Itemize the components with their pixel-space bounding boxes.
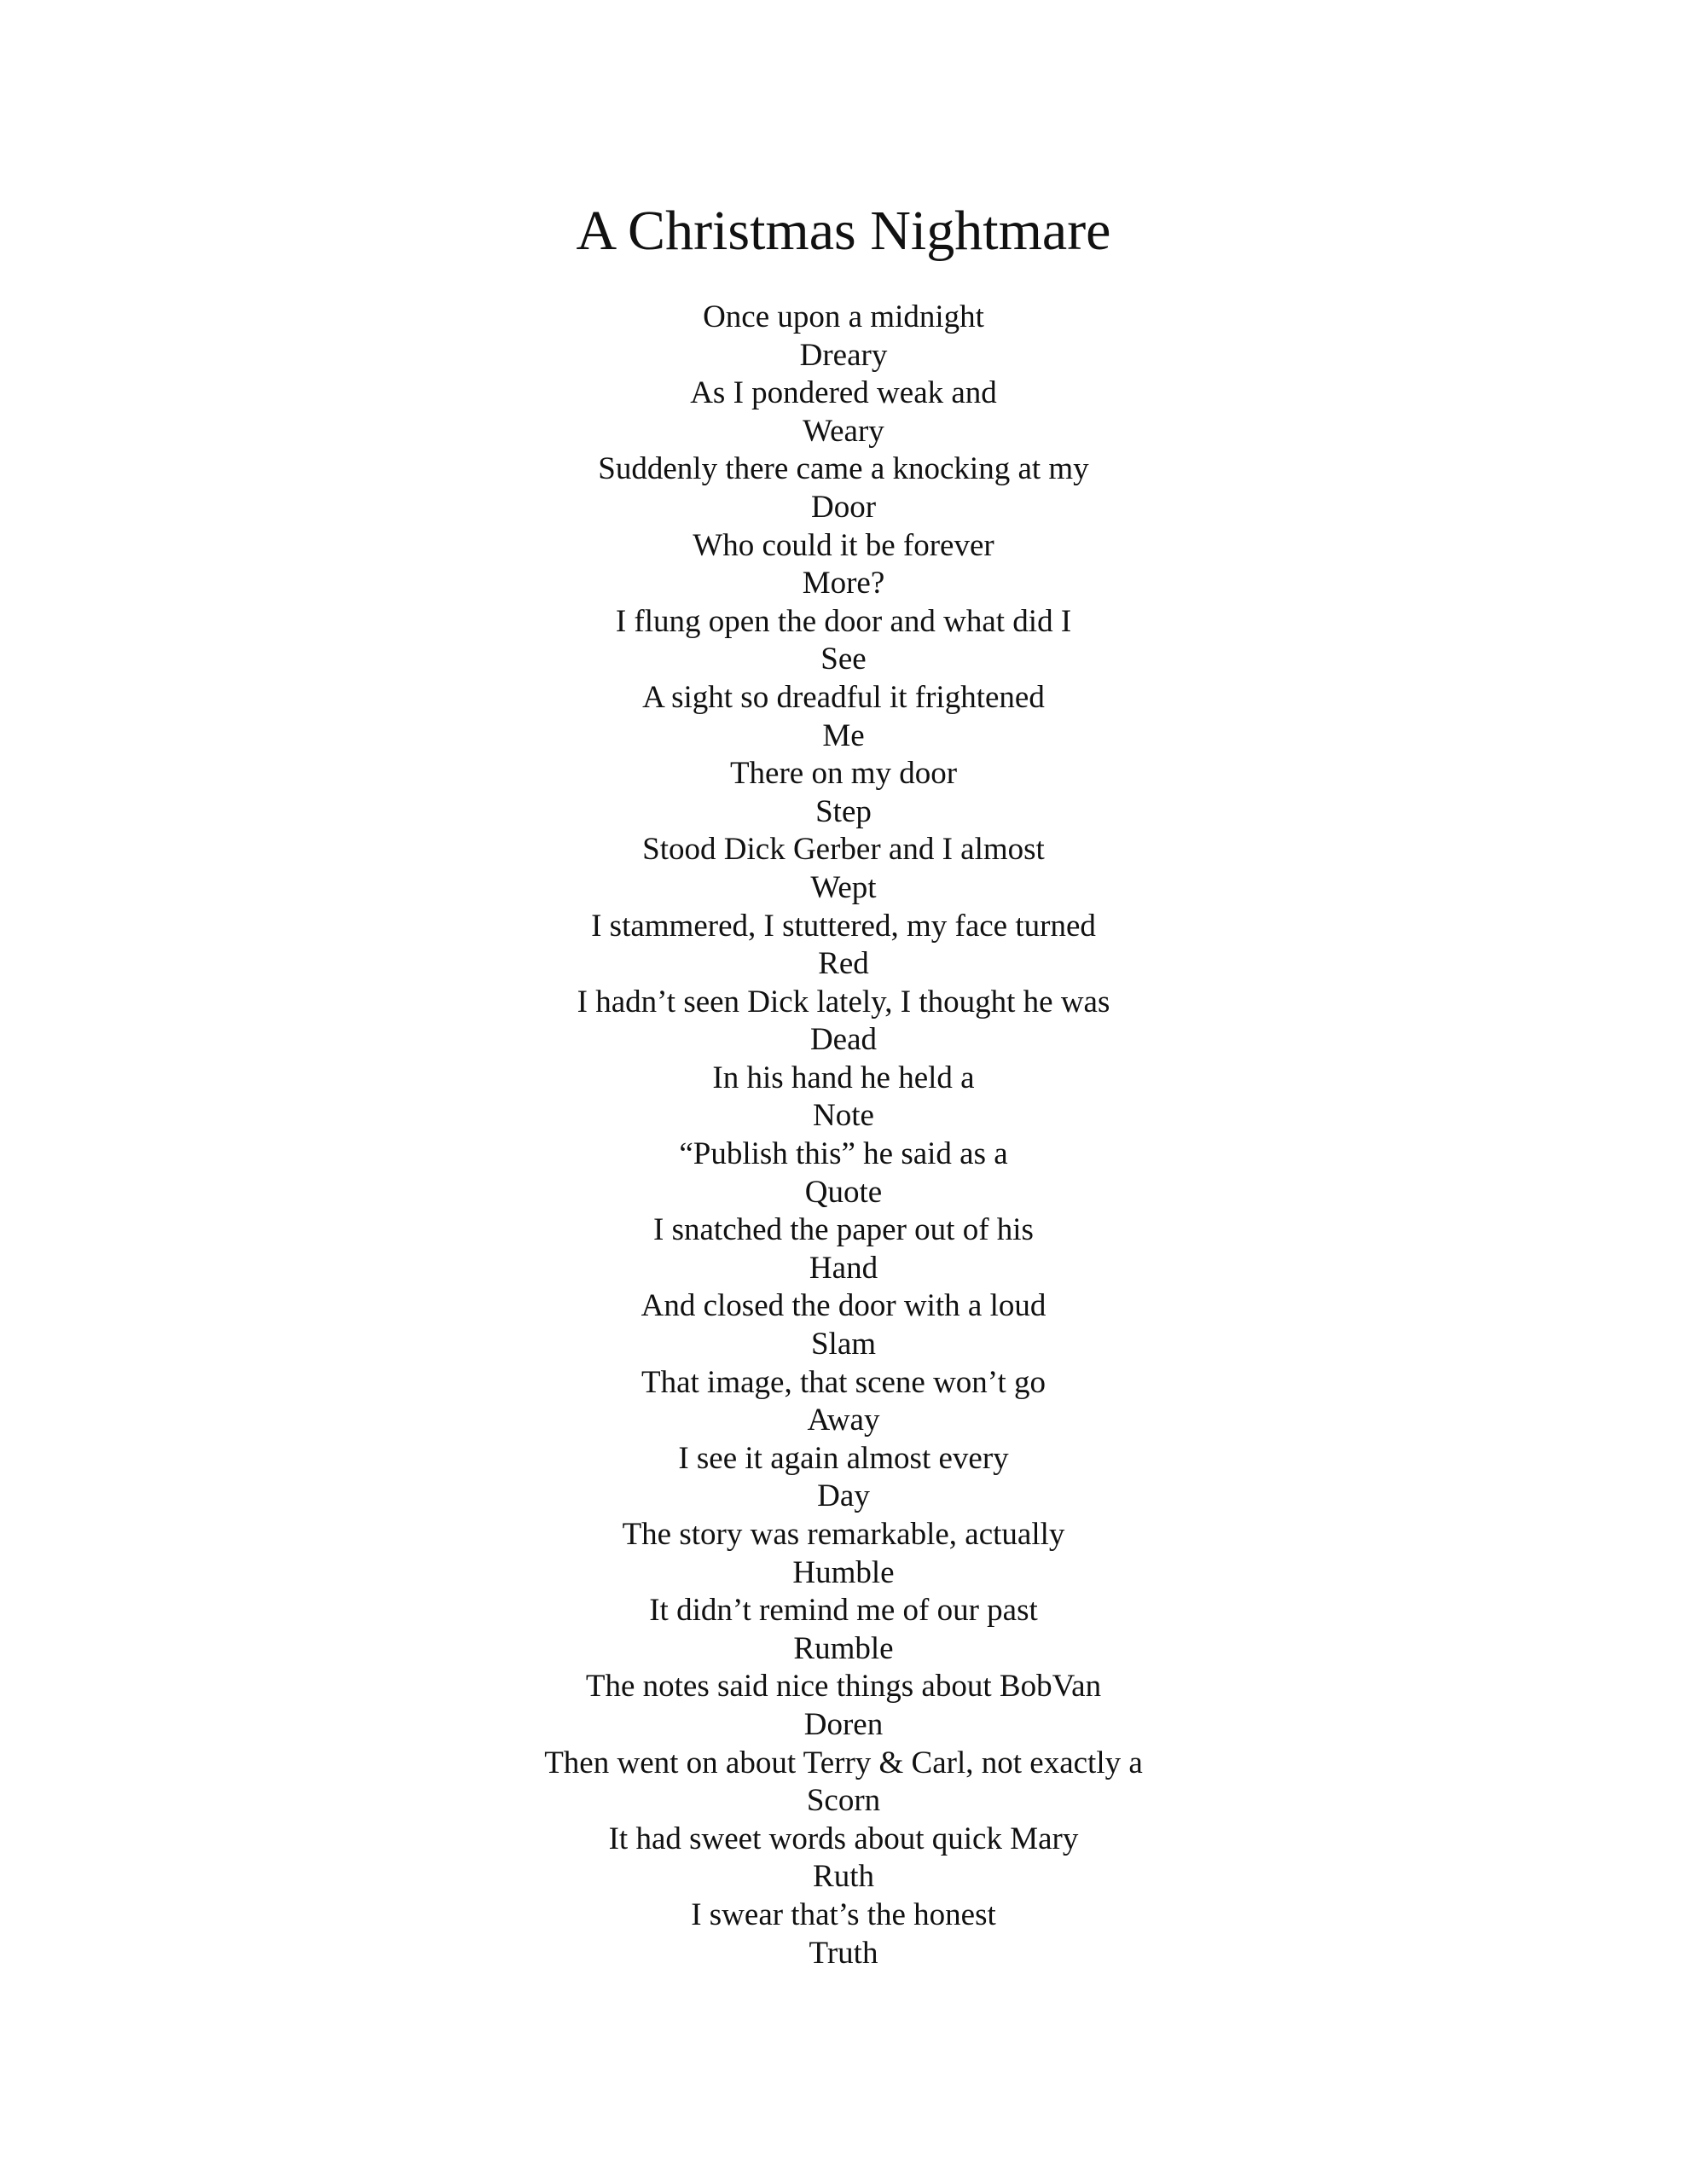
poem-line: Step xyxy=(815,793,872,829)
poem-line: In his hand he held a xyxy=(712,1060,975,1095)
poem-line: Weary xyxy=(803,413,884,449)
poem-line: Slam xyxy=(810,1327,877,1362)
poem-line: Dead xyxy=(809,1022,878,1058)
poem-line: I swear that’s the honest xyxy=(691,1896,996,1932)
poem-line: Away xyxy=(807,1403,880,1438)
poem-line: There on my door xyxy=(729,756,958,792)
poem-line: I see it again almost every xyxy=(678,1440,1009,1476)
poem-line: It didn’t remind me of our past xyxy=(649,1593,1038,1629)
poem-line: That image, that scene won’t go xyxy=(641,1364,1046,1400)
poem-line: The notes said nice things about BobVan xyxy=(585,1669,1102,1705)
poem-line: It had sweet words about quick Mary xyxy=(608,1821,1079,1856)
poem-title: A Christmas Nightmare xyxy=(576,200,1111,262)
poem-line: Day xyxy=(817,1478,870,1514)
poem-line: Scorn xyxy=(806,1783,881,1819)
poem-line: Once upon a midnight xyxy=(703,299,984,334)
poem-line: The story was remarkable, actually xyxy=(622,1517,1065,1552)
poem-line: Humble xyxy=(792,1554,895,1590)
poem-line: Door xyxy=(810,489,877,525)
poem-line: I snatched the paper out of his xyxy=(653,1212,1034,1248)
poem-line: I stammered, I stuttered, my face turned xyxy=(591,908,1096,944)
poem-line: Stood Dick Gerber and I almost xyxy=(642,832,1045,868)
poem-line: I hadn’t seen Dick lately, I thought he was xyxy=(577,984,1110,1019)
poem-line: Wept xyxy=(810,869,877,905)
poem-line: Doren xyxy=(803,1706,884,1742)
poem-line: Quote xyxy=(804,1174,883,1210)
poem-line: See xyxy=(820,642,867,677)
poem-line: As I pondered weak and xyxy=(690,375,997,411)
poem-line: Ruth xyxy=(813,1859,874,1895)
poem-line: Truth xyxy=(809,1935,878,1971)
poem-line: Rumble xyxy=(793,1630,894,1666)
poem-line: Suddenly there came a knocking at my xyxy=(598,451,1089,487)
poem-line: And closed the door with a loud xyxy=(641,1288,1046,1324)
poem-line: Note xyxy=(813,1098,874,1134)
poem-line: I flung open the door and what did I xyxy=(615,603,1072,639)
poem-line: Dreary xyxy=(799,337,888,373)
poem-line: Red xyxy=(818,946,869,982)
poem-line: Me xyxy=(822,717,865,753)
poem-line: Then went on about Terry & Carl, not exactly a xyxy=(544,1745,1143,1780)
poem-line: “Publish this” he said as a xyxy=(679,1136,1008,1172)
poem-line: Hand xyxy=(809,1250,878,1286)
poem-line: Who could it be forever xyxy=(693,527,994,563)
poem-line: More? xyxy=(802,566,885,601)
poem-body xyxy=(0,299,1687,1972)
poem-line: A sight so dreadful it frightened xyxy=(642,679,1045,715)
